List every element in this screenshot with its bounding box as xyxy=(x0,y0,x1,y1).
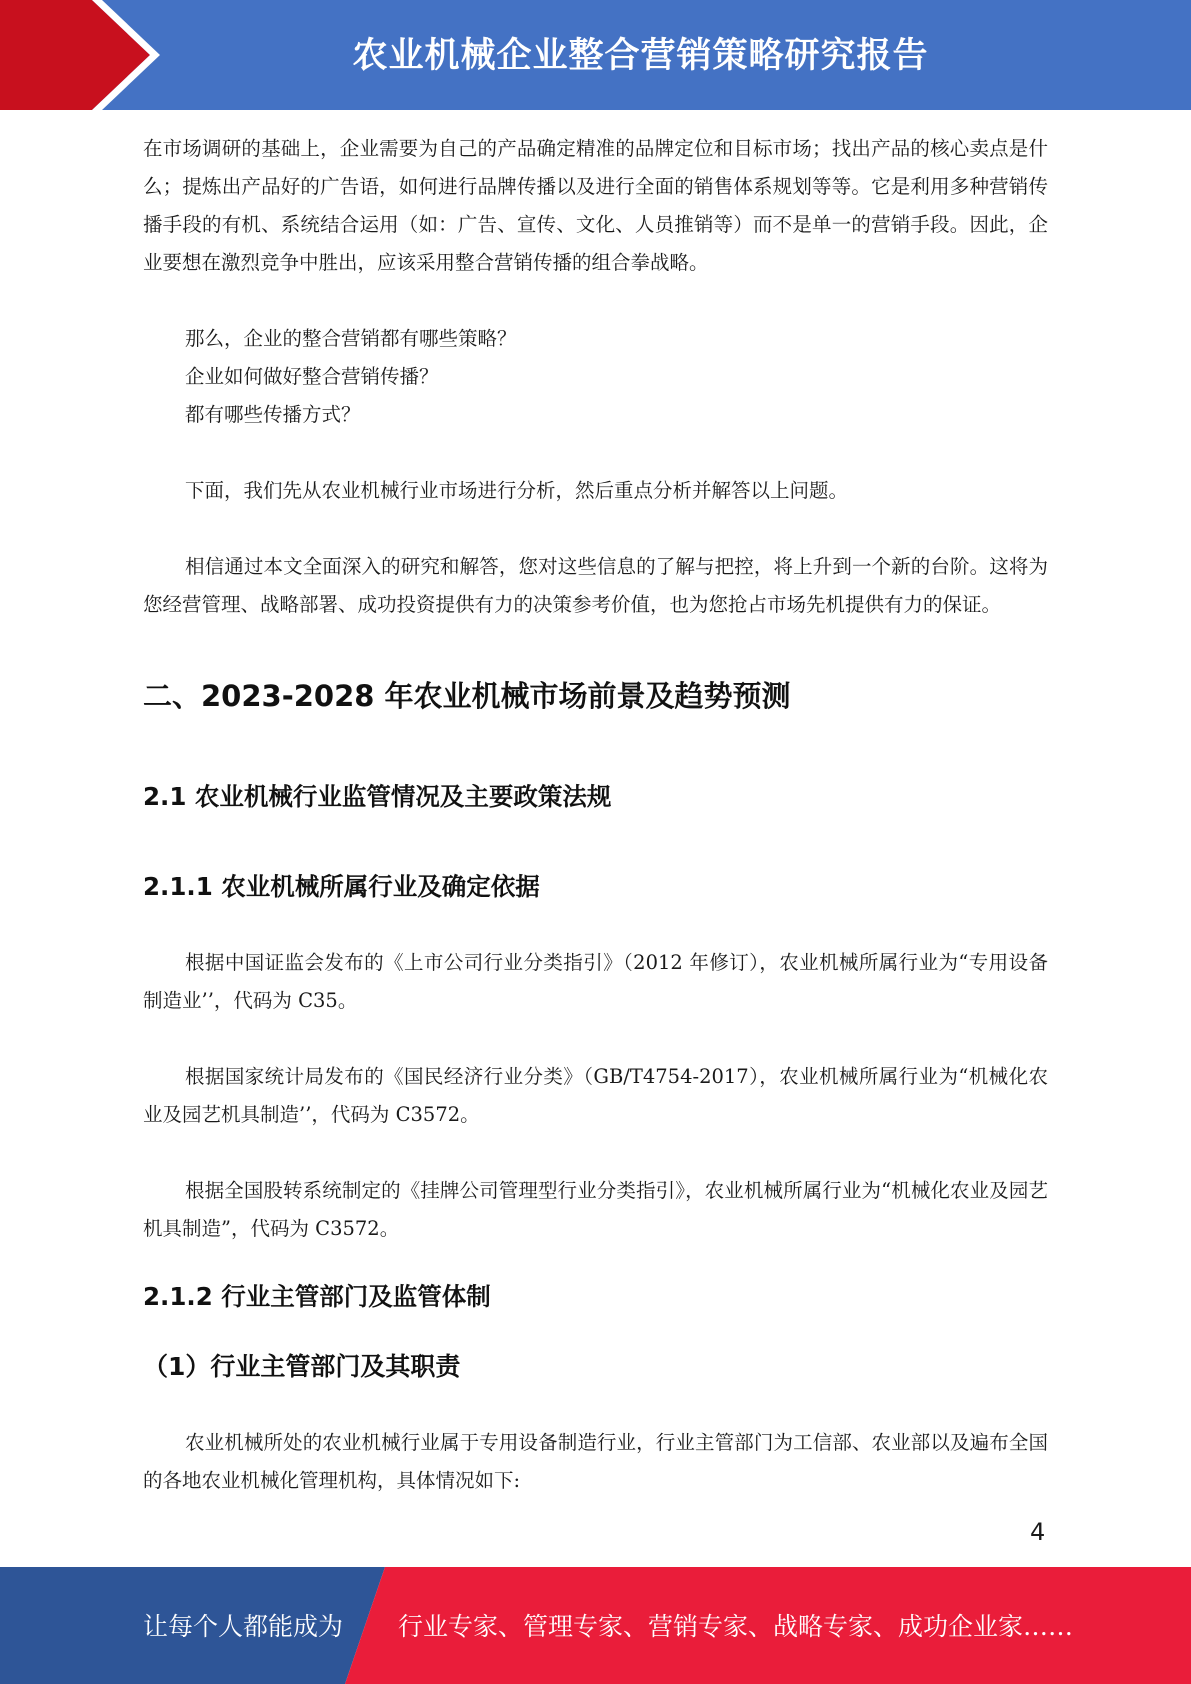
neeq-classification-paragraph: 根据全国股转系统制定的《挂牌公司管理型行业分类指引》，农业机械所属行业为“机械化农业及园艺机具制造”，代码为 C3572。 xyxy=(143,1179,1048,1240)
page-header xyxy=(0,0,1191,110)
subsection-heading: 2.1 农业机械行业监管情况及主要政策法规 xyxy=(143,782,612,811)
report-title: 农业机械企业整合营销策略研究报告 xyxy=(352,36,929,76)
footer-slogan-right: 行业专家、管理专家、营销专家、战略专家、成功企业家…… xyxy=(398,1612,1074,1641)
nbs-classification-paragraph: 根据国家统计局发布的《国民经济行业分类》（GB/T4754-2017），农业机械所属行业为“机械化农业及园艺机具制造’’，代码为 C3572。 xyxy=(143,1065,1048,1126)
footer-slogan-left: 让每个人都能成为 xyxy=(143,1612,344,1641)
subsubsection-heading: 2.1.1 农业机械所属行业及确定依据 xyxy=(143,872,540,901)
page-content xyxy=(143,130,1048,1500)
department-paragraph: 农业机械所处的农业机械行业属于专用设备制造行业，行业主管部门为工信部、农业部以及遍布全国的各地农业机械化管理机构，具体情况如下: xyxy=(143,1431,1048,1492)
value-paragraph: 相信通过本文全面深入的研究和解答，您对这些信息的了解与把控，将上升到一个新的台阶。这将为您经营管理、战略部署、成功投资提供有力的决策参考价值，也为您抢占市场先机提供有力的保证。 xyxy=(143,555,1048,616)
question-item: 企业如何做好整合营销传播？ xyxy=(185,365,439,388)
question-item: 那么，企业的整合营销都有哪些策略？ xyxy=(185,327,517,350)
page-footer xyxy=(0,1567,1191,1684)
item-heading: （1）行业主管部门及其职责 xyxy=(143,1352,461,1381)
analysis-intro-paragraph: 下面，我们先从农业机械行业市场进行分析，然后重点分析并解答以上问题。 xyxy=(185,479,849,502)
page-number: 4 xyxy=(1030,1518,1046,1546)
csrc-classification-paragraph: 根据中国证监会发布的《上市公司行业分类指引》（2012 年修订），农业机械所属行业为“专用设备制造业’’，代码为 C35。 xyxy=(143,951,1048,1012)
subsubsection-heading: 2.1.2 行业主管部门及监管体制 xyxy=(143,1282,491,1311)
question-item: 都有哪些传播方式？ xyxy=(185,403,361,426)
section-heading: 二、2023-2028 年农业机械市场前景及趋势预测 xyxy=(143,679,791,713)
question-list xyxy=(143,320,1048,434)
intro-paragraph: 在市场调研的基础上，企业需要为自己的产品确定精准的品牌定位和目标市场；找出产品的核心卖点是什么；提炼出产品好的广告语，如何进行品牌传播以及进行全面的销售体系规划等等。它是利用多种营销传播手段的有机、系统结合运用（如：广告、宣传、文化、人员推销等）而不是单一的营销手段。因此，企业要想在激烈竞争中胜出，应该采用整合营销传播的组合拳战略。 xyxy=(143,137,1048,274)
